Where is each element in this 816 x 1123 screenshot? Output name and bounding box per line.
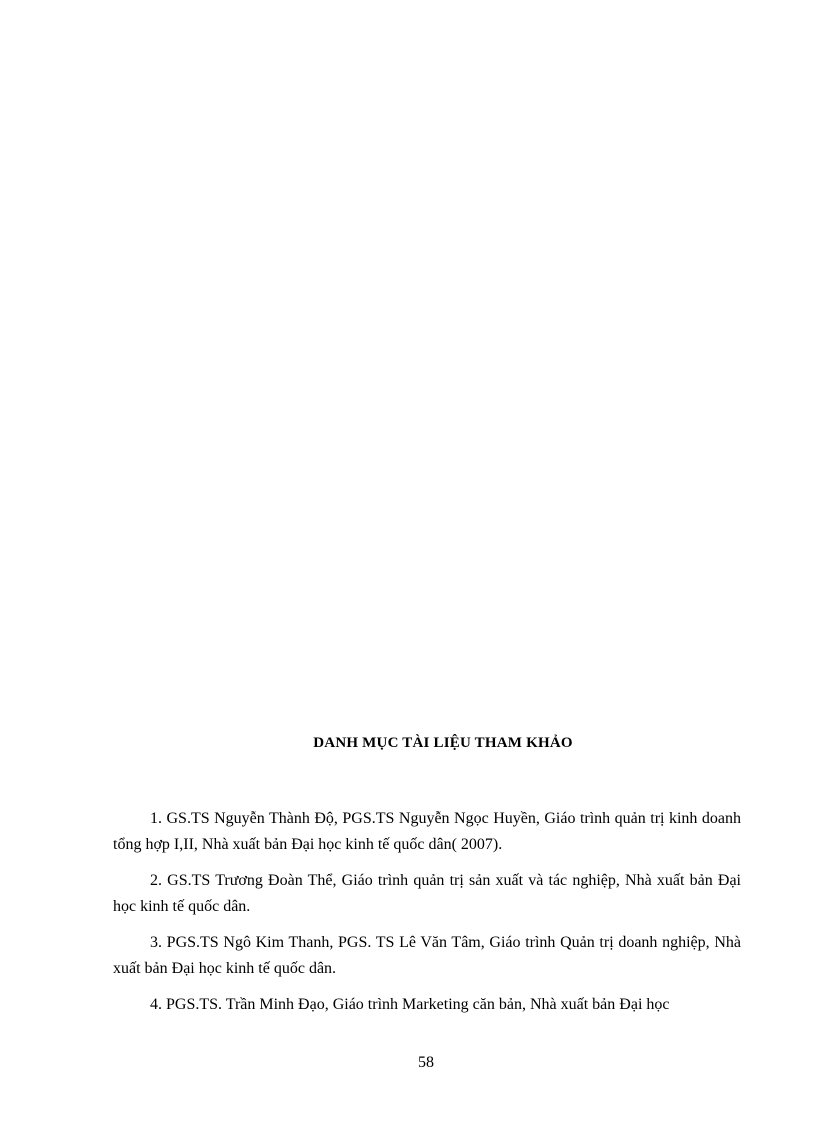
references-heading: DANH MỤC TÀI LIỆU THAM KHẢO <box>313 735 573 751</box>
page-number: 58 <box>418 1054 434 1071</box>
reference-list <box>113 806 741 1028</box>
reference-item-3: 3. PGS.TS Ngô Kim Thanh, PGS. TS Lê Văn Tâm, Giáo trình Quản trị doanh nghiệp, Nhà xuất bản Đại học kinh tế quốc dân. <box>113 934 741 977</box>
reference-item-4: 4. PGS.TS. Trần Minh Đạo, Giáo trình Marketing căn bản, Nhà xuất bản Đại học <box>150 996 670 1013</box>
reference-item-2: 2. GS.TS Trương Đoàn Thể, Giáo trình quản trị sản xuất và tác nghiệp, Nhà xuất bản Đại học kinh tế quốc dân. <box>113 872 741 915</box>
reference-item-1: 1. GS.TS Nguyễn Thành Độ, PGS.TS Nguyễn Ngọc Huyền, Giáo trình quản trị kinh doanh tổng hợp I,II, Nhà xuất bản Đại học kinh tế quốc dân( 2007). <box>113 810 741 853</box>
